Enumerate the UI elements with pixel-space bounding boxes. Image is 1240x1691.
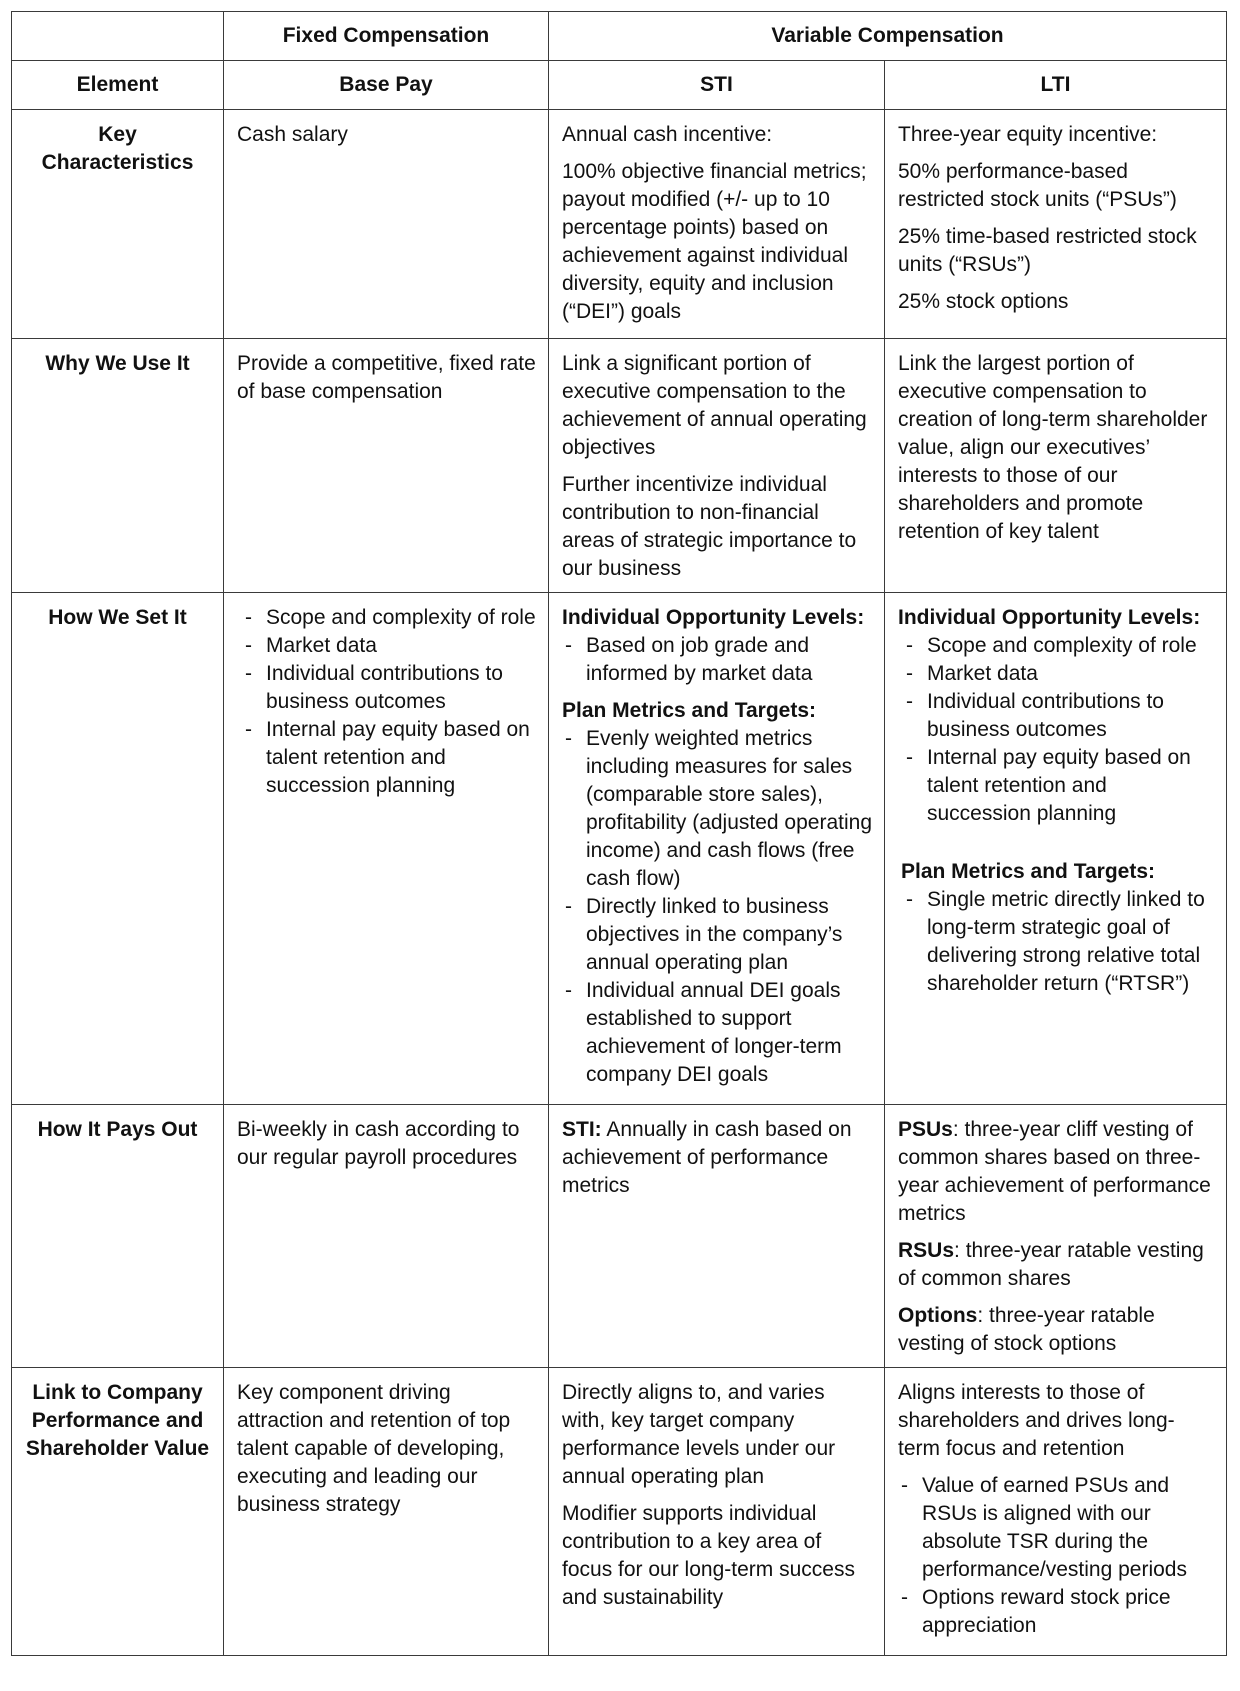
pay-sti-cell [549,1105,885,1368]
header-sti: STI [549,61,885,110]
header-row-category [12,12,1227,61]
list-item: - Internal pay equity based on talent retention and succession planning [237,716,536,800]
pay-lti-options [898,1302,1214,1358]
list-item: - Market data [237,632,536,660]
row-label-how-we-set-it: How We Set It [12,593,224,1105]
list-item: - Individual annual DEI goals established to support achievement of longer-term company DEI goals [562,977,872,1089]
why-sti-text-2: Further incentivize individual contribution to non-financial areas of strategic importance to our business [562,473,857,580]
row-how-it-pays-out [12,1105,1227,1368]
link-sti-text-1: Directly aligns to, and varies with, key target company performance levels under our annual operating plan [562,1381,836,1488]
list-item: - Individual contributions to business outcomes [237,660,536,716]
row-label-how-it-pays-out: How It Pays Out [12,1105,224,1368]
list-item: - Individual contributions to business outcomes [898,688,1214,744]
set-sti-heading-2: Plan Metrics and Targets: [562,699,817,722]
list-item: - Directly linked to business objectives in the company’s annual operating plan [562,893,872,977]
key-lti-text-4: 25% stock options [898,290,1069,313]
row-link-to-company-performance [12,1368,1227,1656]
pay-lti-psus [898,1116,1214,1228]
list-item: - Scope and complexity of role [237,604,536,632]
key-base-text: Cash salary [237,123,348,146]
why-sti-cell [549,339,885,593]
row-key-characteristics [12,110,1227,339]
list-item: - Market data [898,660,1214,688]
row-why-we-use-it [12,339,1227,593]
compensation-table [11,11,1227,1656]
pay-lti-options-text: : three-year ratable vesting of stock options [898,1304,1155,1355]
row-how-we-set-it [12,593,1227,1105]
pay-lti-rsus-bold: RSUs [898,1239,955,1262]
pay-lti-rsus [898,1237,1214,1293]
pay-sti-bold: STI: [562,1118,602,1141]
pay-lti-psus-text: : three-year cliff vesting of common shares based on three-year achievement of performance metrics [898,1118,1211,1225]
why-lti-text: Link the largest portion of executive compensation to creation of long-term shareholder value, align our executives’ interests to those of our shareholders and promote retention of key talent [898,352,1208,543]
link-base-text: Key component driving attraction and retention of top talent capable of developing, executing and leading our business strategy [237,1381,511,1516]
set-lti-list-2 [898,886,1214,998]
header-variable-compensation: Variable Compensation [549,12,1227,61]
row-label-key-characteristics: Key Characteristics [12,110,224,339]
list-item: - Based on job grade and informed by market data [562,632,872,688]
link-lti-text: Aligns interests to those of shareholders and drives long-term focus and retention [898,1381,1175,1460]
why-base-cell [224,339,549,593]
why-lti-cell [885,339,1227,593]
list-item: - Evenly weighted metrics including measures for sales (comparable store sales), profitability (adjusted operating income) and cash flows (free cash flow) [562,725,872,893]
header-element: Element [12,61,224,110]
key-sti-cell [549,110,885,339]
pay-lti-cell [885,1105,1227,1368]
pay-lti-options-bold: Options [898,1304,978,1327]
set-lti-cell [885,593,1227,1105]
list-item: - Options reward stock price appreciation [898,1584,1214,1640]
key-sti-text-2: 100% objective financial metrics; payout modified (+/- up to 10 percentage points) based on achievement against individual diversity, equity and inclusion (“DEI”) goals [562,160,867,323]
row-label-why-we-use-it: Why We Use It [12,339,224,593]
pay-sti-paragraph [562,1116,872,1200]
set-sti-list-2 [562,725,872,1089]
key-lti-text-1: Three-year equity incentive: [898,123,1158,146]
spacer [898,828,1214,858]
pay-lti-rsus-text: : three-year ratable vesting of common shares [898,1239,1204,1290]
list-item: - Internal pay equity based on talent retention and succession planning [898,744,1214,828]
link-lti-cell [885,1368,1227,1656]
header-fixed-compensation: Fixed Compensation [224,12,549,61]
key-sti-text-1: Annual cash incentive: [562,123,773,146]
set-base-cell [224,593,549,1105]
link-sti-cell [549,1368,885,1656]
link-lti-list [898,1472,1214,1640]
list-item: - Scope and complexity of role [898,632,1214,660]
why-base-text: Provide a competitive, fixed rate of base compensation [237,352,536,403]
header-row-element [12,61,1227,110]
set-base-list [237,604,536,800]
row-label-link-to-company-performance: Link to Company Performance and Shareholder Value [12,1368,224,1656]
list-item: - Single metric directly linked to long-term strategic goal of delivering strong relative total shareholder return (“RTSR”) [898,886,1214,998]
pay-base-text: Bi-weekly in cash according to our regular payroll procedures [237,1118,520,1169]
set-sti-heading-1: Individual Opportunity Levels: [562,606,865,629]
set-lti-list-1 [898,632,1214,828]
key-lti-text-2: 50% performance-based restricted stock units (“PSUs”) [898,160,1177,211]
set-sti-cell [549,593,885,1105]
set-lti-heading-1: Individual Opportunity Levels: [898,606,1201,629]
header-blank-cell [12,12,224,61]
key-base-cell [224,110,549,339]
header-lti: LTI [885,61,1227,110]
key-lti-text-3: 25% time-based restricted stock units (“RSUs”) [898,225,1197,276]
pay-lti-psus-bold: PSUs [898,1118,953,1141]
link-base-cell [224,1368,549,1656]
set-sti-list-1 [562,632,872,688]
set-lti-heading-2: Plan Metrics and Targets: [901,860,1156,883]
header-base-pay: Base Pay [224,61,549,110]
list-item: - Value of earned PSUs and RSUs is aligned with our absolute TSR during the performance/vesting periods [898,1472,1214,1584]
key-lti-cell [885,110,1227,339]
why-sti-text-1: Link a significant portion of executive compensation to the achievement of annual operating objectives [562,352,867,459]
pay-base-cell [224,1105,549,1368]
pay-sti-text: Annually in cash based on achievement of performance metrics [562,1118,852,1197]
link-sti-text-2: Modifier supports individual contribution to a key area of focus for our long-term success and sustainability [562,1502,855,1609]
